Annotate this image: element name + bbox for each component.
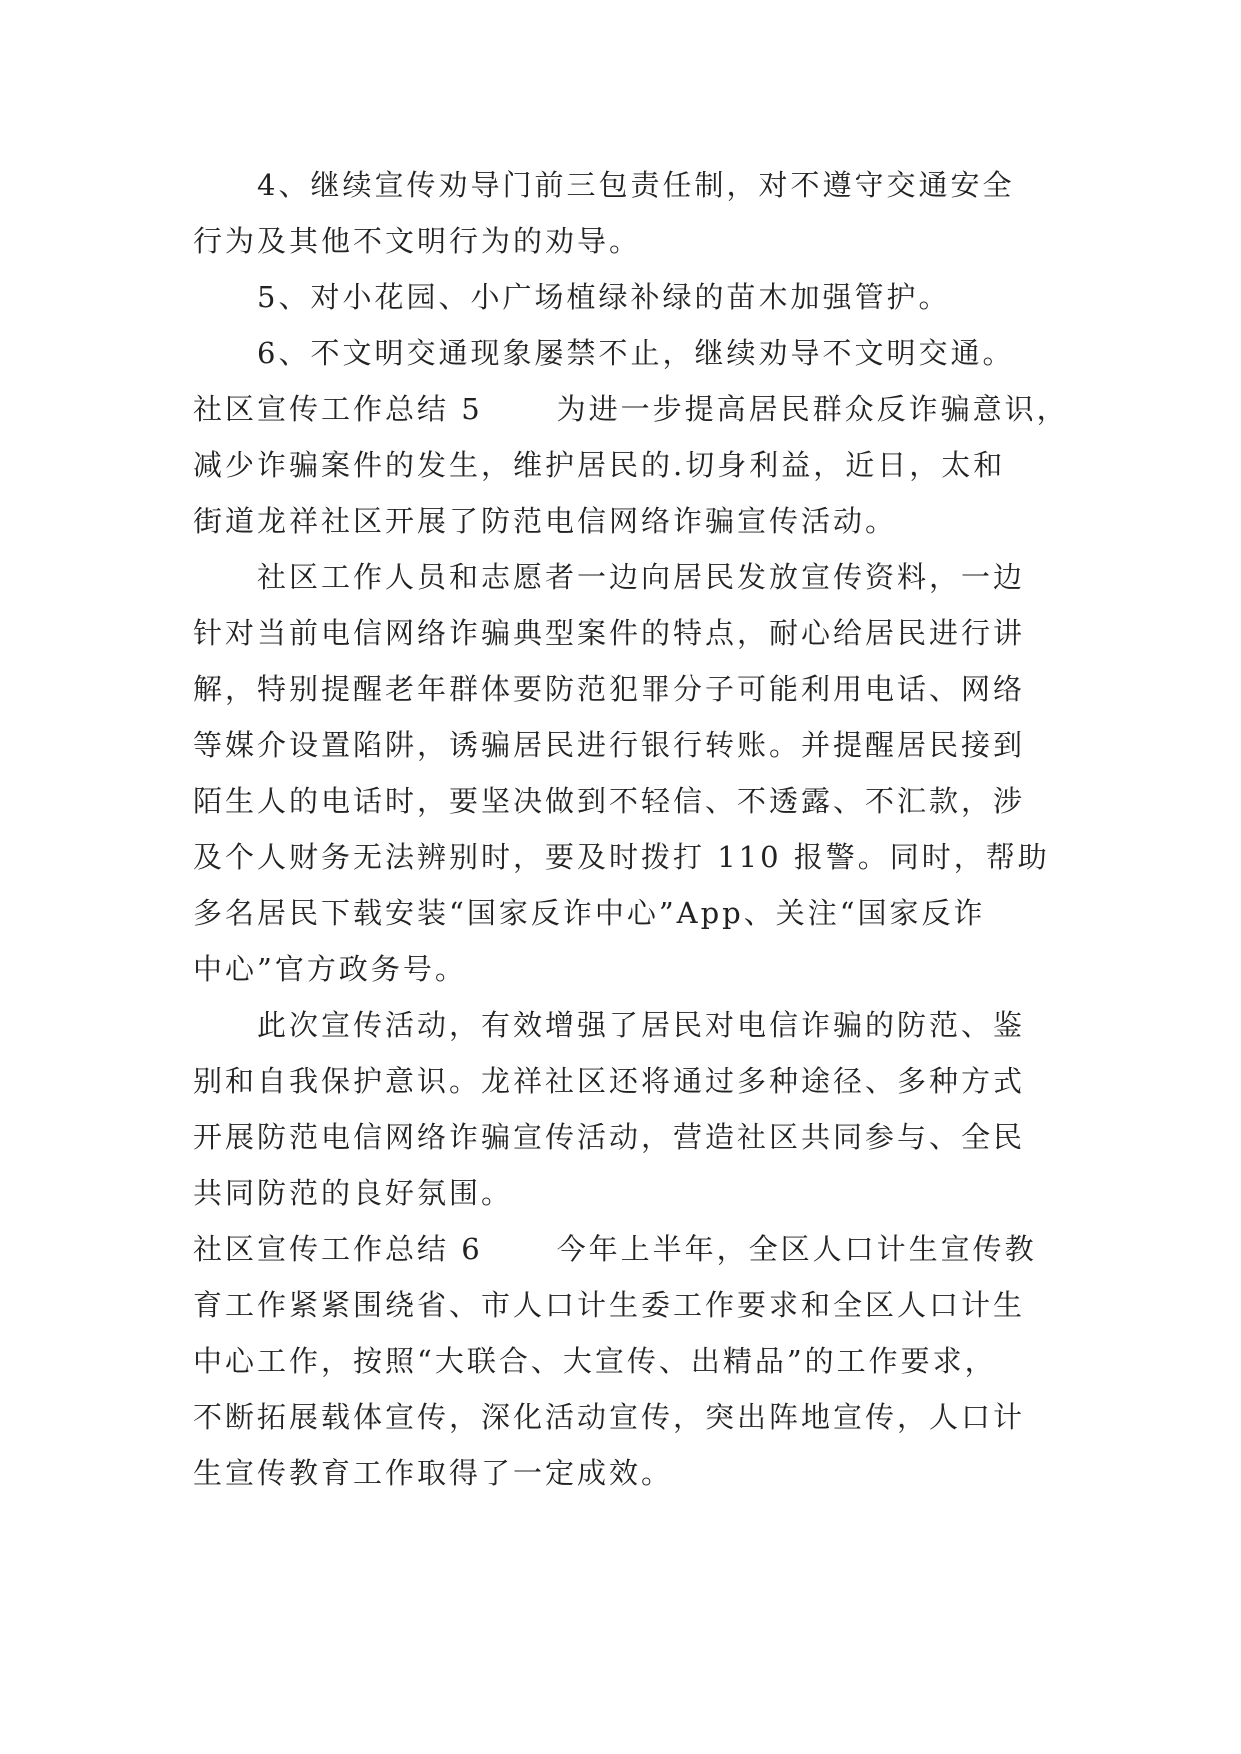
paragraph-line: 解，特别提醒老年群体要防范犯罪分子可能利用电话、网络 xyxy=(193,672,1026,706)
paragraph-line: 针对当前电信网络诈骗典型案件的特点，耐心给居民进行讲 xyxy=(193,616,1026,650)
paragraph-line: 共同防范的良好氛围。 xyxy=(193,1176,514,1210)
paragraph-line: 5、对小花园、小广场植绿补绿的苗木加强管护。 xyxy=(257,280,951,314)
section-lead-text: 今年上半年，全区人口计生宣传教 xyxy=(556,1232,1037,1266)
paragraph-line: 别和自我保护意识。龙祥社区还将通过多种途径、多种方式 xyxy=(193,1064,1026,1098)
paragraph-line: 6、不文明交通现象屡禁不止，继续劝导不文明交通。 xyxy=(257,336,1015,370)
paragraph-line: 及个人财务无法辨别时，要及时拨打 110 报警。同时，帮助 xyxy=(193,840,1050,874)
paragraph-line: 行为及其他不文明行为的劝导。 xyxy=(193,224,642,258)
paragraph-line: 多名居民下载安装“国家反诈中心”App、关注“国家反诈 xyxy=(193,896,986,930)
document-body xyxy=(193,157,1069,1501)
paragraph-line: 生宣传教育工作取得了一定成效。 xyxy=(193,1456,674,1490)
section-heading-line xyxy=(193,381,1069,437)
paragraph-line: 中心工作，按照“大联合、大宣传、出精品”的工作要求， xyxy=(193,1344,997,1378)
paragraph-line: 减少诈骗案件的发生，维护居民的.切身利益，近日，太和 xyxy=(193,448,1006,482)
paragraph-line: 开展防范电信网络诈骗宣传活动，营造社区共同参与、全民 xyxy=(193,1120,1026,1154)
paragraph-line: 街道龙祥社区开展了防范电信网络诈骗宣传活动。 xyxy=(193,504,898,538)
paragraph-line: 陌生人的电话时，要坚决做到不轻信、不透露、不汇款，涉 xyxy=(193,784,1026,818)
paragraph-line: 不断拓展载体宣传，深化活动宣传，突出阵地宣传，人口计 xyxy=(193,1400,1026,1434)
paragraph-line: 社区工作人员和志愿者一边向居民发放宣传资料，一边 xyxy=(257,560,1026,594)
paragraph-line: 中心”官方政务号。 xyxy=(193,952,467,986)
paragraph-line: 此次宣传活动，有效增强了居民对电信诈骗的防范、鉴 xyxy=(257,1008,1026,1042)
section-heading-line xyxy=(193,1221,1053,1277)
section-lead-text: 为进一步提高居民群众反诈骗意识， xyxy=(556,392,1069,426)
section-heading: 社区宣传工作总结 6 xyxy=(193,1232,483,1266)
paragraph-line: 育工作紧紧围绕省、市人口计生委工作要求和全区人口计生 xyxy=(193,1288,1026,1322)
section-heading: 社区宣传工作总结 5 xyxy=(193,392,483,426)
paragraph-line: 4、继续宣传劝导门前三包责任制，对不遵守交通安全 xyxy=(257,168,1015,202)
paragraph-line: 等媒介设置陷阱，诱骗居民进行银行转账。并提醒居民接到 xyxy=(193,728,1026,762)
